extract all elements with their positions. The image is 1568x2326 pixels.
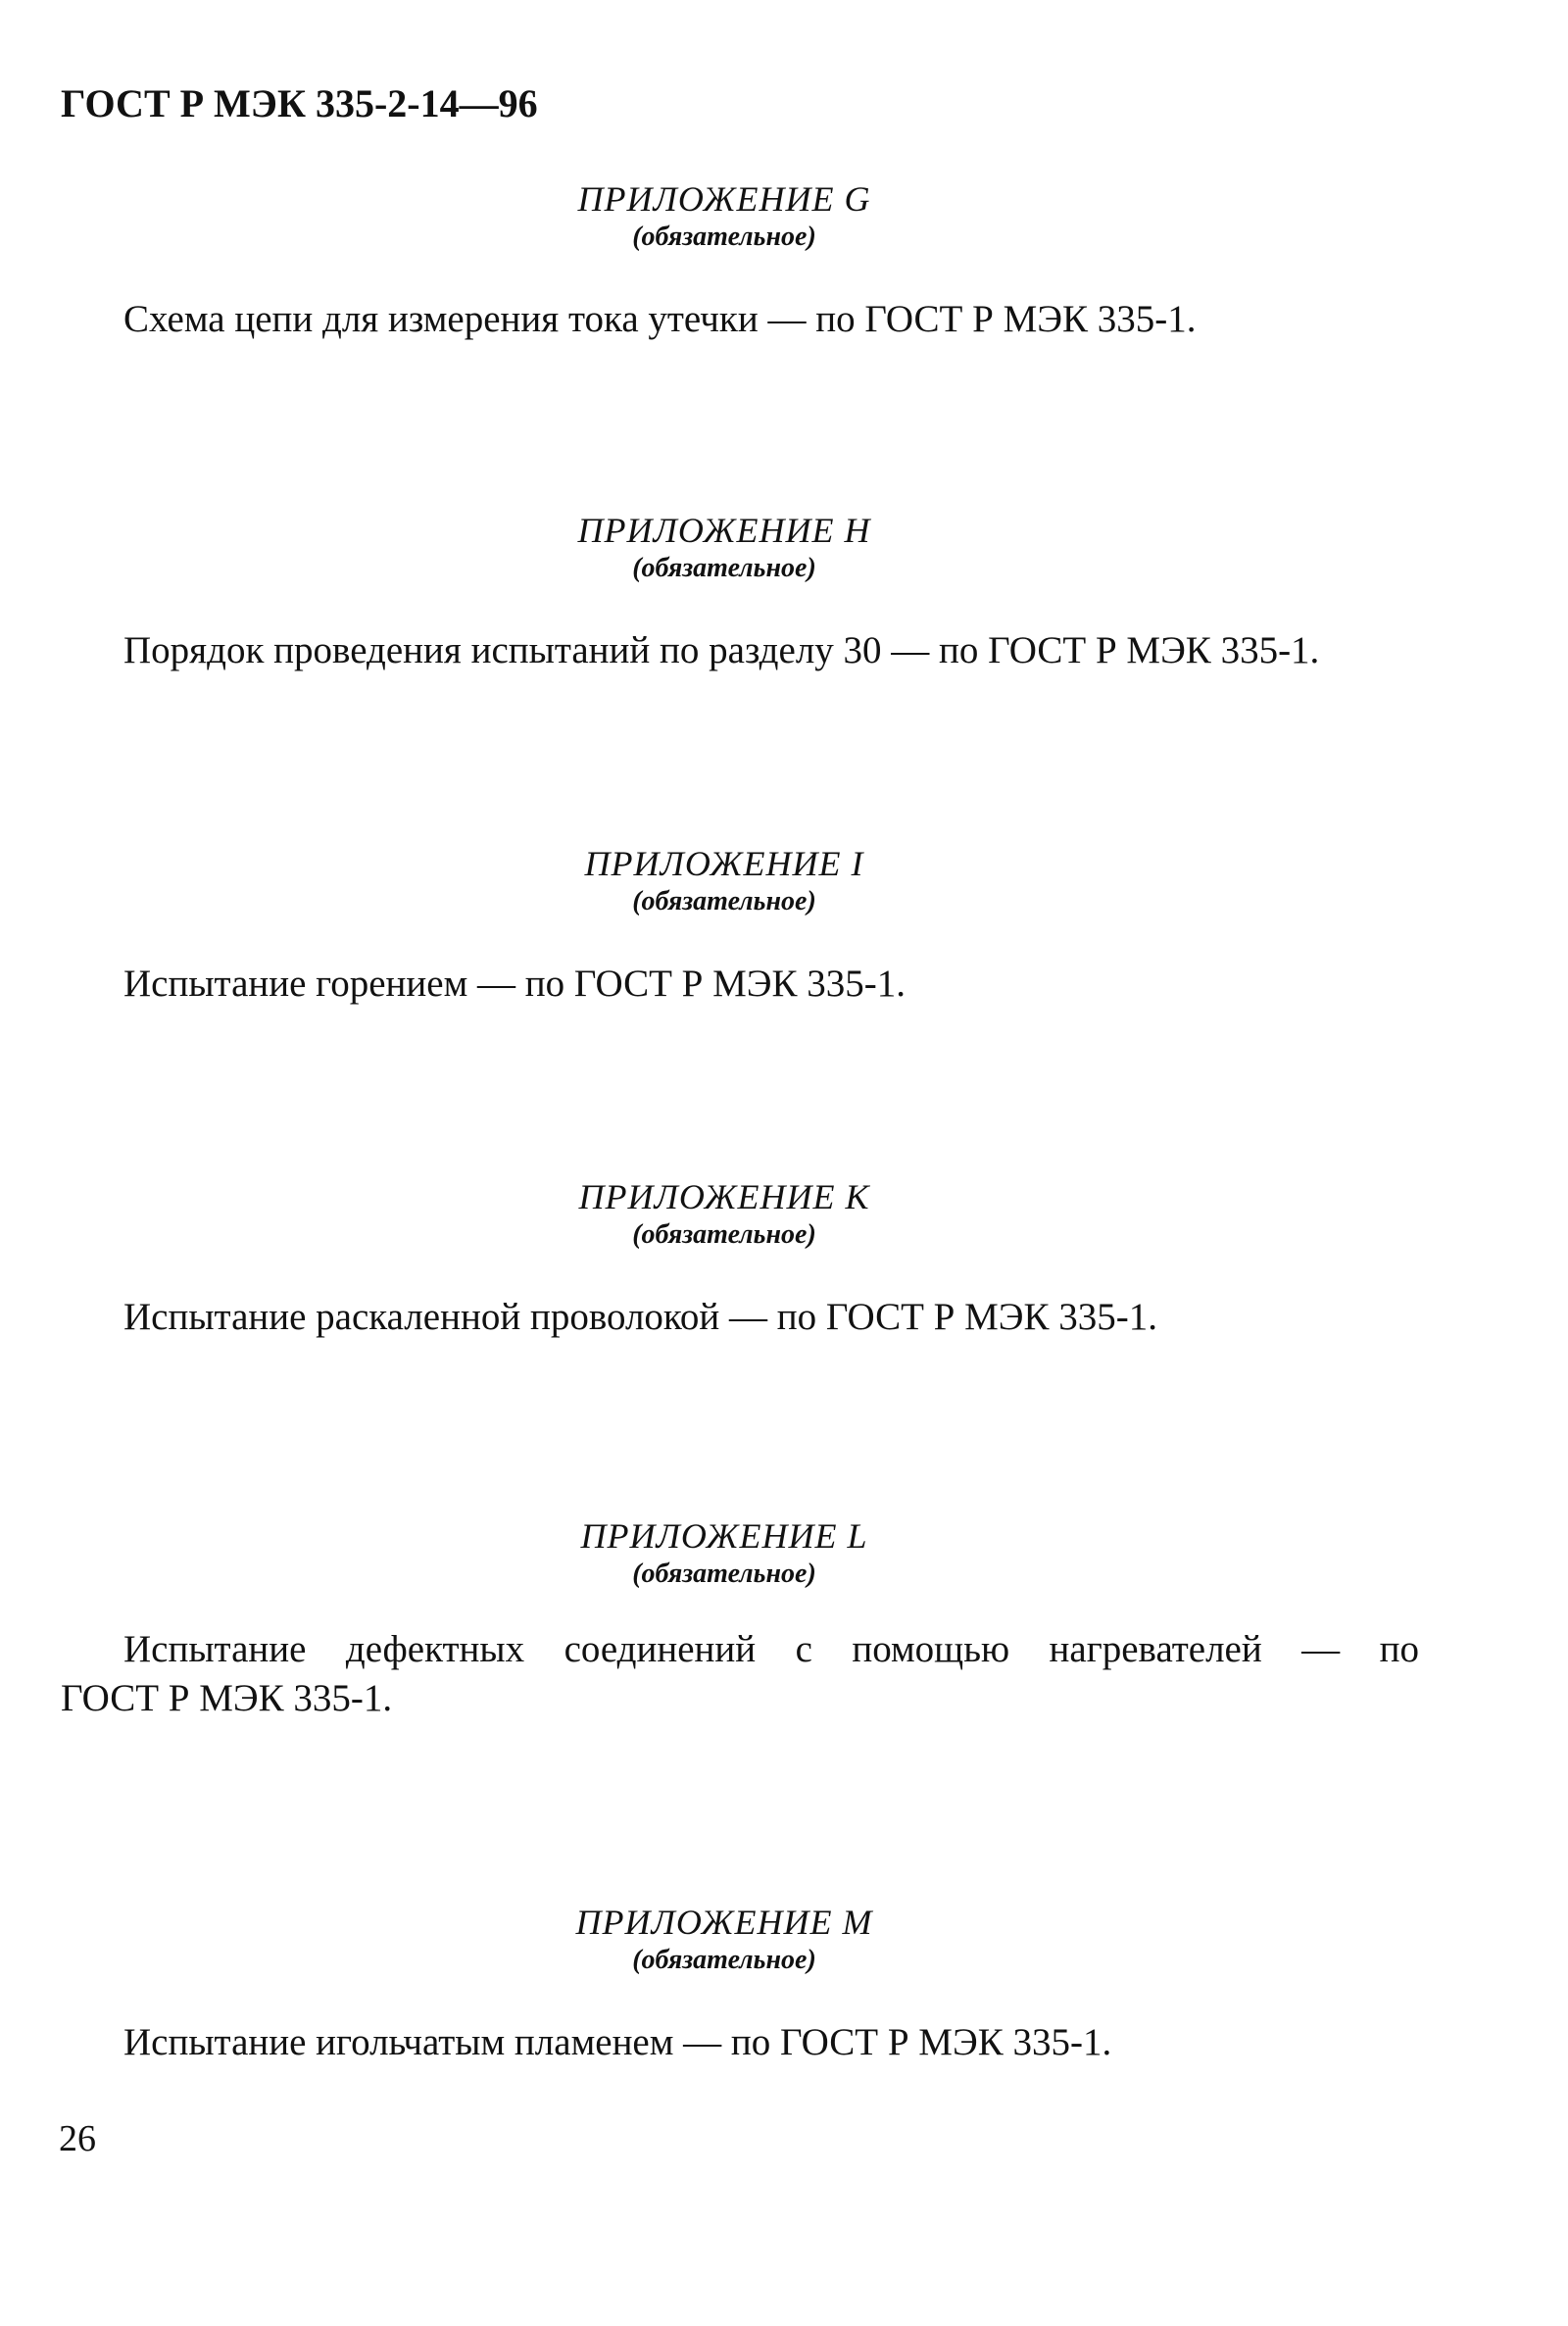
appendix-text: Испытание игольчатым пламенем — по ГОСТ Р МЭК 335-1.: [123, 2021, 1112, 2063]
appendix-text: Схема цепи для измерения тока утечки — по ГОСТ Р МЭК 335-1.: [123, 298, 1197, 340]
appendix-status: (обязательное): [632, 1559, 816, 1589]
appendix-title: ПРИЛОЖЕНИЕ K: [578, 1177, 870, 1216]
document-code-header: ГОСТ Р МЭК 335-2-14—96: [61, 81, 538, 125]
appendix-text: Испытание горением — по ГОСТ Р МЭК 335-1.: [123, 963, 906, 1005]
appendix-status: (обязательное): [632, 553, 816, 583]
appendix-title: ПРИЛОЖЕНИЕ M: [575, 1903, 873, 1942]
page-number: 26: [59, 2118, 96, 2159]
appendix-title: ПРИЛОЖЕНИЕ I: [584, 844, 864, 883]
appendix-title: ПРИЛОЖЕНИЕ L: [580, 1516, 868, 1556]
appendix-text-line: Испытание дефектных соединений с помощью нагревателей — по: [123, 1628, 1419, 1670]
appendix-text-line: ГОСТ Р МЭК 335-1.: [61, 1677, 393, 1719]
appendix-title: ПРИЛОЖЕНИЕ G: [577, 179, 871, 219]
appendix-status: (обязательное): [632, 222, 816, 252]
appendix-text: [61, 1625, 1419, 1723]
appendix-text: Испытание раскаленной проволокой — по ГОСТ Р МЭК 335-1.: [123, 1296, 1158, 1338]
appendix-status: (обязательное): [632, 1945, 816, 1975]
appendix-status: (обязательное): [632, 886, 816, 916]
appendix-title: ПРИЛОЖЕНИЕ H: [577, 511, 871, 550]
appendix-status: (обязательное): [632, 1219, 816, 1250]
appendix-text: Порядок проведения испытаний по разделу 30 — по ГОСТ Р МЭК 335-1.: [123, 629, 1320, 671]
